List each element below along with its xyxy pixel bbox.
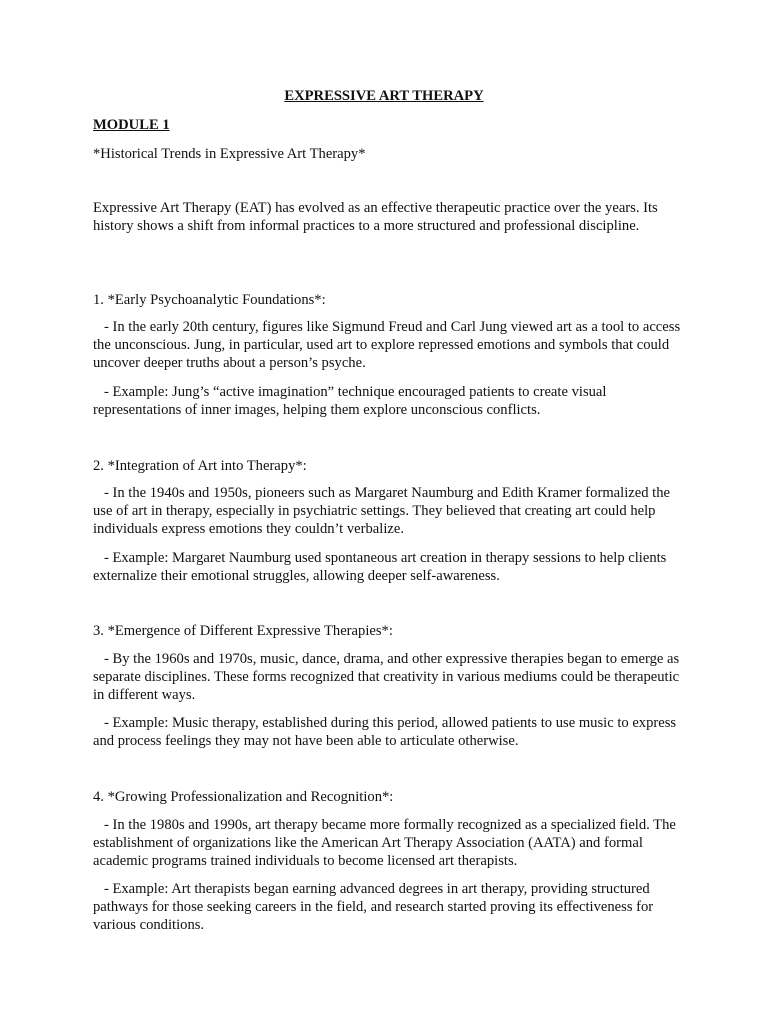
section-example-text: Example: Music therapy, established during this period, allowed patients to use music to express and process feelings they may not have been able to articulate otherwise.	[93, 715, 677, 749]
module-heading: MODULE 1	[93, 117, 170, 133]
section-example: - Example: Jung’s “active imagination” technique encouraged patients to create visual representations of inner images, helping them explore unconscious conflicts.	[93, 384, 607, 418]
intro-paragraph: Expressive Art Therapy (EAT) has evolved as an effective therapeutic practice over the years. Its history shows a shift from informal practices to a more structured and professional discipline.	[93, 200, 658, 234]
section-body: - By the 1960s and 1970s, music, dance, drama, and other expressive therapies began to emerge as separate disciplines. These forms recognized that creativity in various mediums could be therapeutic in different ways.	[93, 651, 680, 703]
section-body-text: In the early 20th century, figures like Sigmund Freud and Carl Jung viewed art as a tool to access the unconscious. Jung, in particular, used art to explore repressed emotions and symbols that could uncover deeper truths about a person’s psyche.	[93, 319, 681, 371]
section-body: - In the 1980s and 1990s, art therapy became more formally recognized as a specialized field. The establishment of organizations like the American Art Therapy Association (AATA) and formal academic programs trained individuals to become licensed art therapists.	[93, 817, 676, 869]
section-heading: 1. *Early Psychoanalytic Foundations*:	[93, 292, 326, 308]
section-body-text: In the 1940s and 1950s, pioneers such as Margaret Naumburg and Edith Kramer formalized the use of art in therapy, especially in psychiatric settings. They believed that creating art could help individuals express emotions they couldn’t verbalize.	[93, 485, 670, 537]
subtitle: *Historical Trends in Expressive Art Therapy*	[93, 146, 366, 162]
section-body: - In the early 20th century, figures like Sigmund Freud and Carl Jung viewed art as a tool to access the unconscious. Jung, in particular, used art to explore repressed emotions and symbols that could uncover deeper truths about a person’s psyche.	[93, 319, 681, 371]
section-example: - Example: Margaret Naumburg used spontaneous art creation in therapy sessions to help clients externalize their emotional struggles, allowing deeper self-awareness.	[93, 550, 667, 584]
section-example-text: Example: Margaret Naumburg used spontaneous art creation in therapy sessions to help clients externalize their emotional struggles, allowing deeper self-awareness.	[93, 550, 667, 584]
section-body: - In the 1940s and 1950s, pioneers such as Margaret Naumburg and Edith Kramer formalized the use of art in therapy, especially in psychiatric settings. They believed that creating art could help individuals express emotions they couldn’t verbalize.	[93, 485, 670, 537]
section-example-text: Example: Jung’s “active imagination” technique encouraged patients to create visual representations of inner images, helping them explore unconscious conflicts.	[93, 384, 607, 418]
section-example: - Example: Music therapy, established during this period, allowed patients to use music to express and process feelings they may not have been able to articulate otherwise.	[93, 715, 677, 749]
section-body-text: In the 1980s and 1990s, art therapy became more formally recognized as a specialized field. The establishment of organizations like the American Art Therapy Association (AATA) and formal academic programs trained individuals to become licensed art therapists.	[93, 817, 676, 869]
section-heading: 4. *Growing Professionalization and Recognition*:	[93, 789, 394, 805]
section-example-text: Example: Art therapists began earning advanced degrees in art therapy, providing structured pathways for those seeking careers in the field, and research started proving its effectiveness for various conditions.	[93, 881, 654, 933]
section-heading: 3. *Emergence of Different Expressive Therapies*:	[93, 623, 393, 639]
section-heading: 2. *Integration of Art into Therapy*:	[93, 458, 307, 474]
document-title: EXPRESSIVE ART THERAPY	[284, 88, 484, 104]
section-example: - Example: Art therapists began earning advanced degrees in art therapy, providing structured pathways for those seeking careers in the field, and research started proving its effectiveness for various conditions.	[93, 881, 654, 933]
section-body-text: By the 1960s and 1970s, music, dance, drama, and other expressive therapies began to emerge as separate disciplines. These forms recognized that creativity in various mediums could be therapeutic in different ways.	[93, 651, 680, 703]
